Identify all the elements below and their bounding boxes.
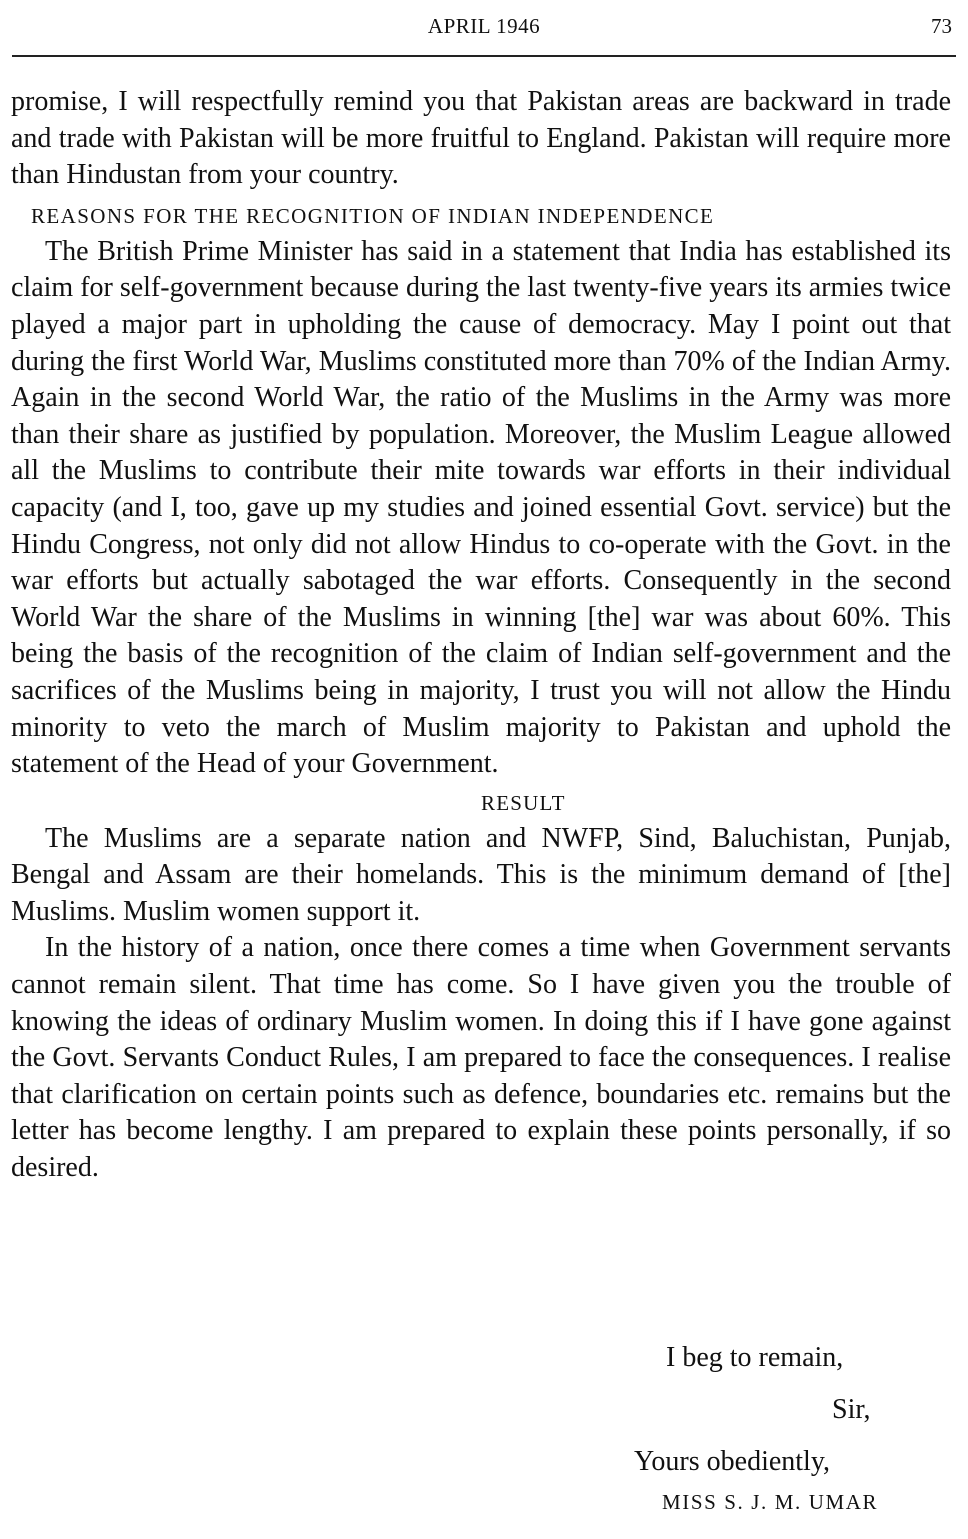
signature-name: MISS S. J. M. UMAR: [662, 1490, 879, 1514]
page-number: 73: [931, 14, 952, 38]
heading-reasons: REASONS FOR THE RECOGNITION OF INDIAN INDEPENDENCE: [31, 203, 715, 228]
closing-sir: Sir,: [832, 1394, 871, 1425]
header-rule: [12, 55, 956, 57]
closing-salutation: I beg to remain,: [666, 1342, 844, 1373]
heading-result: RESULT: [481, 790, 566, 815]
paragraph-intro: promise, I will respectfully remind you that Pakistan areas are backward in trade and trade with Pakistan will be more fruitful to England. Pakistan will require more than Hindustan from your country.: [11, 86, 951, 191]
running-head: [12, 10, 956, 44]
running-title: APRIL 1946: [427, 14, 541, 38]
closing-yours: Yours obediently,: [634, 1446, 831, 1477]
paragraph-result: The Muslims are a separate nation and NWFP, Sind, Baluchistan, Punjab, Bengal and Assam are their homelands. This is the minimum demand of [the] Muslims. Muslim women support it.: [11, 822, 951, 927]
letter-body: [11, 84, 951, 1187]
paragraph-reasons: The British Prime Minister has said in a statement that India has established its claim for self-government because during the last twenty-five years its armies twice played a major part in upholding the cause of democracy. May I point out that during the first World War, Muslims constituted more than 70% of the Indian Army. Again in the second World War, the ratio of the Muslims in the Army was more than their share as justified by population. Moreover, the Muslim League allowed all the Muslims to contribute their mite towards war efforts in their individual capacity (and I, too, gave up my studies and joined essential Govt. service) but the Hindu Congress, not only did not allow Hindus to co-operate with the Govt. in the war efforts but actually sabotaged the war efforts. Consequently in the second World War the share of the Muslims in winning [the] war was about 60%. This being the basis of the recognition of the claim of Indian self-government and the sacrifices of the Muslims being in majority, I trust you will not allow the Hindu minority to veto the march of Muslim majority to Pakistan and uphold the statement of the Head of your Government.: [11, 235, 951, 780]
paragraph-history: In the history of a nation, once there comes a time when Government servants cannot remain silent. That time has come. So I have given you the trouble of knowing the ideas of ordinary Muslim women. In doing this if I have gone against the Govt. Servants Conduct Rules, I am prepared to face the consequences. I realise that clarification on certain points such as defence, boundaries etc. remains but the letter has become lengthy. I am prepared to explain these points personally, if so desired.: [11, 932, 951, 1184]
